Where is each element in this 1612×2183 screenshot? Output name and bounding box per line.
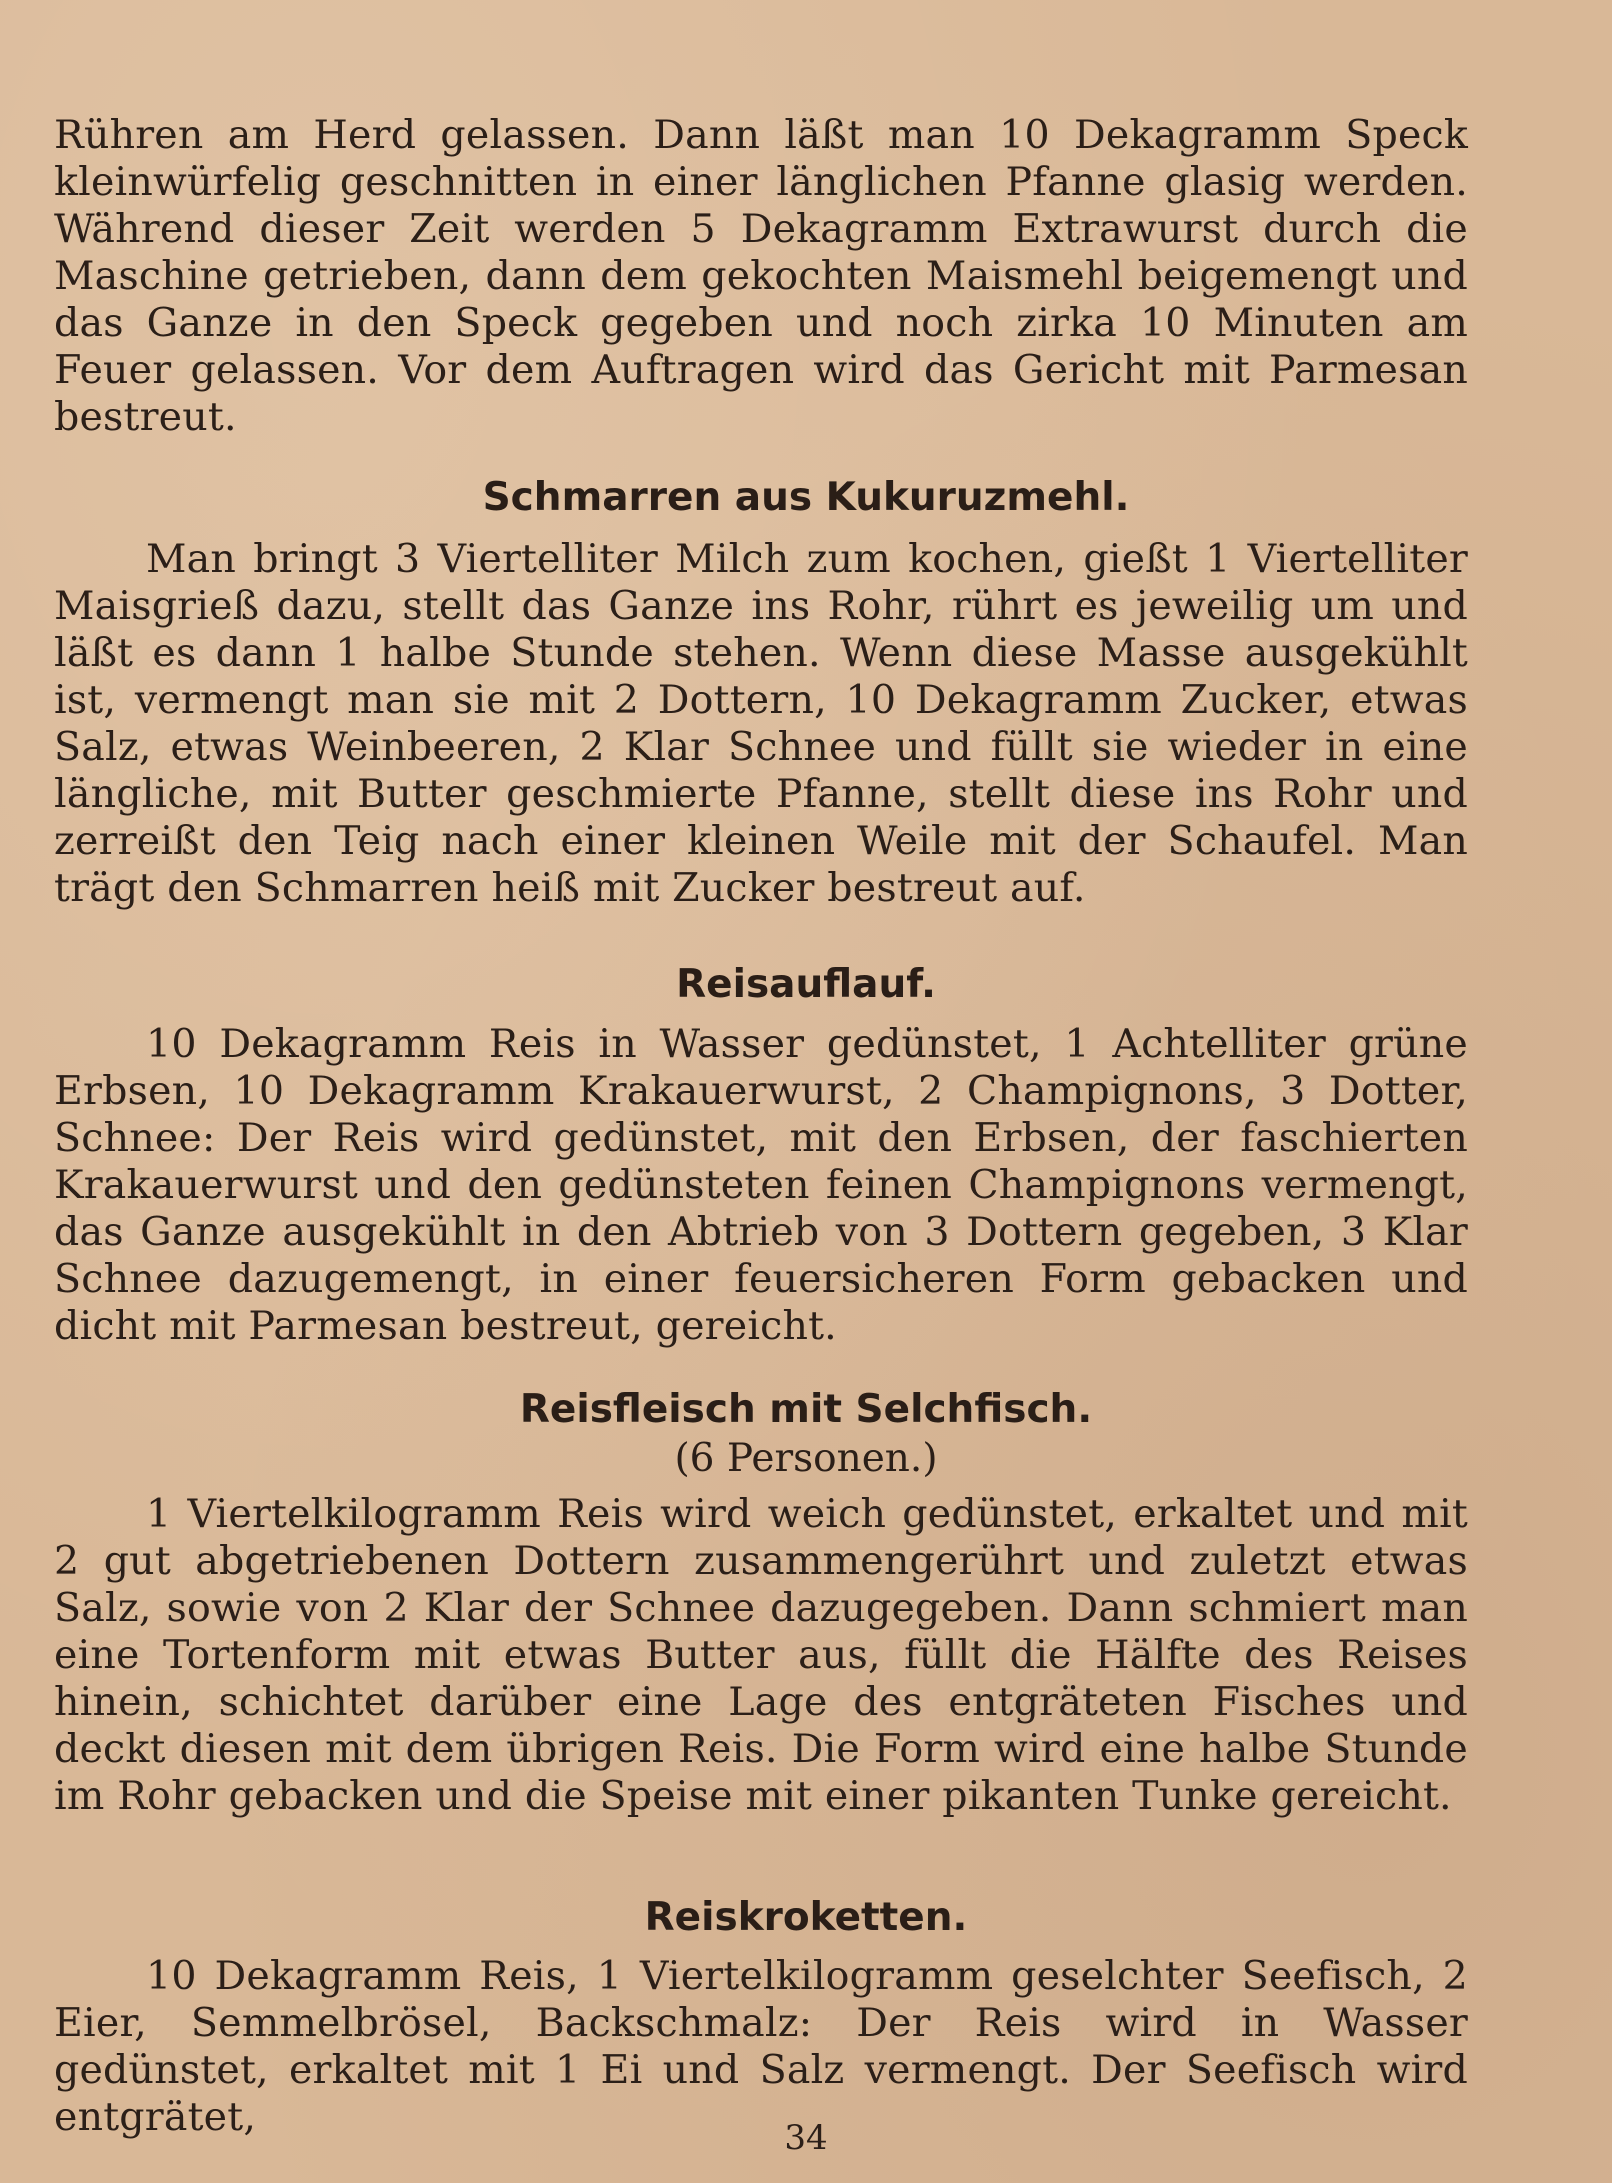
page-number: 34 bbox=[784, 2118, 828, 2158]
paragraph-reisauflauf: 10 Dekagramm Reis in Wasser gedünstet, 1 Achtelliter grüne Erbsen, 10 Dekagramm Krakauerwurst, 2 Champignons, 3 Dotter, Schnee: Der Reis wird gedünstet, mit den Erbsen, der faschierten Krakauerwurst und den gedünsteten feinen Champignons vermengt, das Ganze ausgekühlt in den Abtrieb von 3 Dottern gegeben, 3 Klar Schnee dazugemengt, in einer feuersicheren Form gebacken und dicht mit Parmesan bestreut, gereicht. bbox=[54, 1021, 1468, 1349]
paragraph-reiskroketten: 10 Dekagramm Reis, 1 Viertelkilogramm geselchter Seefisch, 2 Eier, Semmelbrösel, Backschmalz: Der Reis wird in Wasser gedünstet, erkaltet mit 1 Ei und Salz vermengt. Der Seefisch wird entgrätet, bbox=[54, 1953, 1468, 2140]
paragraph-schmarren: Man bringt 3 Viertelliter Milch zum kochen, gießt 1 Viertelliter Maisgrieß dazu, stellt das Ganze ins Rohr, rührt es jeweilig um und läßt es dann 1 halbe Stunde stehen. Wenn diese Masse ausgekühlt ist, vermengt man sie mit 2 Dottern, 10 Dekagramm Zucker, etwas Salz, etwas Weinbeeren, 2 Klar Schnee und füllt sie wieder in eine längliche, mit Butter geschmierte Pfanne, stellt diese ins Rohr und zerreißt den Teig nach einer kleinen Weile mit der Schaufel. Man trägt den Schmarren heiß mit Zucker bestreut auf. bbox=[54, 536, 1468, 911]
heading-reiskroketten: Reiskroketten. bbox=[644, 1895, 968, 1940]
subheading-persons: (6 Personen.) bbox=[674, 1436, 938, 1481]
heading-reisauflauf: Reisauflauf. bbox=[676, 962, 936, 1007]
paragraph-reisfleisch: 1 Viertelkilogramm Reis wird weich gedünstet, erkaltet und mit 2 gut abgetriebenen Dottern zusammengerührt und zuletzt etwas Salz, sowie von 2 Klar der Schnee dazugegeben. Dann schmiert man eine Tortenform mit etwas Butter aus, füllt die Hälfte des Reises hinein, schichtet darüber eine Lage des entgräteten Fisches und deckt diesen mit dem übrigen Reis. Die Form wird eine halbe Stunde im Rohr gebacken und die Speise mit einer pikanten Tunke gereicht. bbox=[54, 1491, 1468, 1819]
paragraph-maismehl-continuation: Rühren am Herd gelassen. Dann läßt man 10 Dekagramm Speck kleinwürfelig geschnitten in einer länglichen Pfanne glasig werden. Während dieser Zeit werden 5 Dekagramm Extrawurst durch die Maschine getrieben, dann dem gekochten Maismehl beigemengt und das Ganze in den Speck gegeben und noch zirka 10 Minuten am Feuer gelassen. Vor dem Auftragen wird das Gericht mit Parmesan bestreut. bbox=[54, 112, 1468, 440]
heading-schmarren-aus-kukuruzmehl: Schmarren aus Kukuruzmehl. bbox=[482, 475, 1130, 520]
heading-reisfleisch-mit-selchfisch: Reisfleisch mit Selchfisch. bbox=[519, 1387, 1093, 1432]
